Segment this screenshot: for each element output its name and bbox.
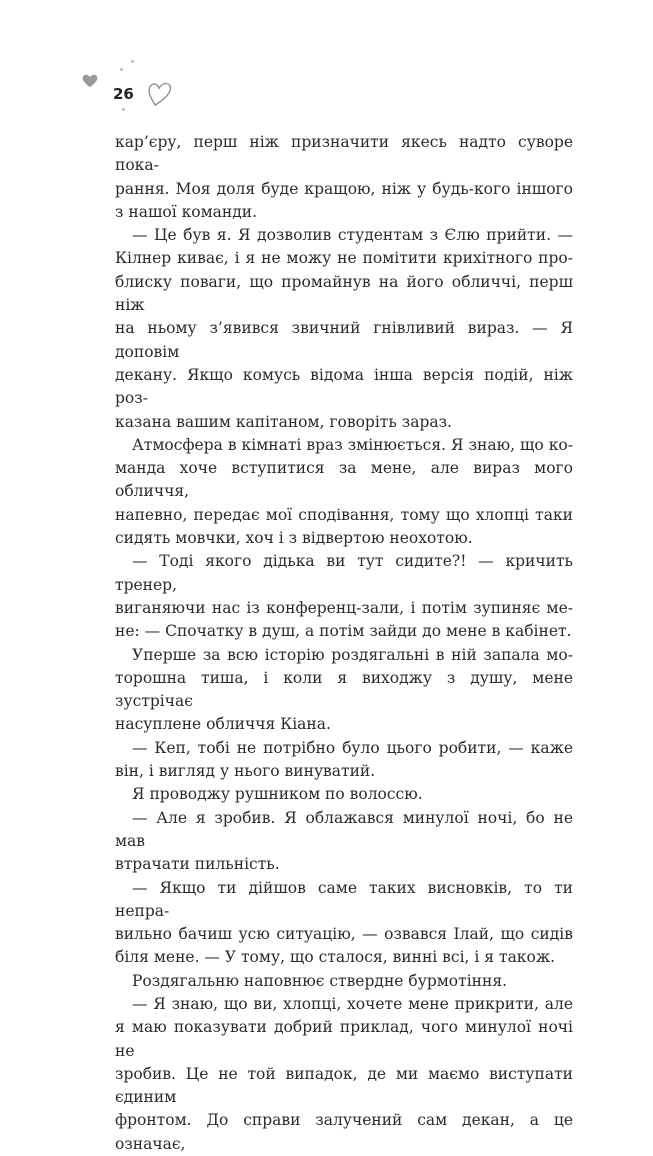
text-line: рання. Моя доля буде кращою, ніж у будь-кого іншого bbox=[115, 179, 573, 198]
heart-filled-icon bbox=[81, 72, 99, 90]
text-line: вильно бачиш усю ситуацію, — озвався Ілай, що сидів bbox=[115, 925, 573, 944]
text-line: біля мене. — У тому, що сталося, винні всі, і я також. bbox=[115, 948, 556, 967]
text-line: сидять мовчки, хоч і з відвертою неохотою. bbox=[115, 529, 473, 548]
text-line: я маю показувати добрий приклад, чого минулої ночі не bbox=[115, 1018, 573, 1060]
decorative-dot bbox=[131, 60, 134, 63]
text-line: кар’єру, перш ніж призначити якесь надто суворе пока- bbox=[115, 133, 573, 175]
text-line: з нашої команди. bbox=[115, 202, 258, 221]
decorative-dot bbox=[122, 108, 125, 111]
text-line: він, і вигляд у нього винуватий. bbox=[115, 762, 376, 781]
text-line: — Я знаю, що ви, хлопці, хочете мене прикрити, але bbox=[132, 994, 573, 1013]
text-line: втрачати пильність. bbox=[115, 855, 280, 874]
text-line: торошна тиша, і коли я виходжу з душу, мене зустрічає bbox=[115, 668, 573, 711]
text-line: — Це був я. Я дозволив студентам з Єлю прийти. — bbox=[132, 226, 573, 245]
text-line: декану. Якщо комусь відома інша версія подій, ніж роз- bbox=[115, 365, 573, 408]
text-line: — Тоді якого дідька ви тут сидите?! — кричить тренер, bbox=[115, 552, 573, 594]
text-line: Роздягальню наповнює ствердне бурмотіння. bbox=[132, 971, 508, 990]
text-line: фронтом. До справи залучений сам декан, а це означає, bbox=[115, 1111, 573, 1153]
text-line: виганяючи нас із конференц-зали, і потім зупиняє ме- bbox=[115, 598, 573, 617]
text-line: Кілнер киває, і я не можу не помітити крихітного про- bbox=[115, 249, 573, 268]
text-line: — Якщо ти дійшов саме таких висновків, то ти непра- bbox=[115, 878, 573, 920]
text-line: зробив. Це не той випадок, де ми маємо виступати єдиним bbox=[115, 1064, 573, 1107]
text-line: блиску поваги, що промайнув на його обличчі, перш ніж bbox=[115, 272, 573, 315]
text-line: насуплене обличчя Кіана. bbox=[115, 715, 331, 734]
decorative-dot bbox=[120, 68, 123, 71]
text-line: не: — Спочатку в душ, а потім зайди до мене в кабінет. bbox=[115, 622, 572, 641]
text-line: манда хоче вступитися за мене, але вираз мого обличчя, bbox=[115, 459, 573, 501]
text-line: — Кеп, тобі не потрібно було цього робити, — каже bbox=[132, 738, 573, 757]
heart-outline-icon bbox=[146, 80, 174, 108]
text-line: — Але я зробив. Я облажався минулої ночі, бо не мав bbox=[115, 808, 573, 850]
page-header bbox=[0, 0, 653, 130]
page-number: 26 bbox=[113, 85, 134, 103]
body-text bbox=[115, 131, 573, 1156]
text-line: Атмосфера в кімнаті враз змінюється. Я знаю, що ко- bbox=[132, 435, 573, 454]
text-line: Я проводжу рушником по волоссю. bbox=[132, 785, 423, 804]
text-line: Уперше за всю історію роздягальні в ній запала мо- bbox=[132, 645, 573, 664]
text-line: казана вашим капітаном, говоріть зараз. bbox=[115, 412, 452, 431]
text-line: напевно, передає мої сподівання, тому що хлопці таки bbox=[115, 505, 573, 524]
text-line: на ньому з’явився звичний гнівливий вираз. — Я доповім bbox=[115, 319, 573, 361]
